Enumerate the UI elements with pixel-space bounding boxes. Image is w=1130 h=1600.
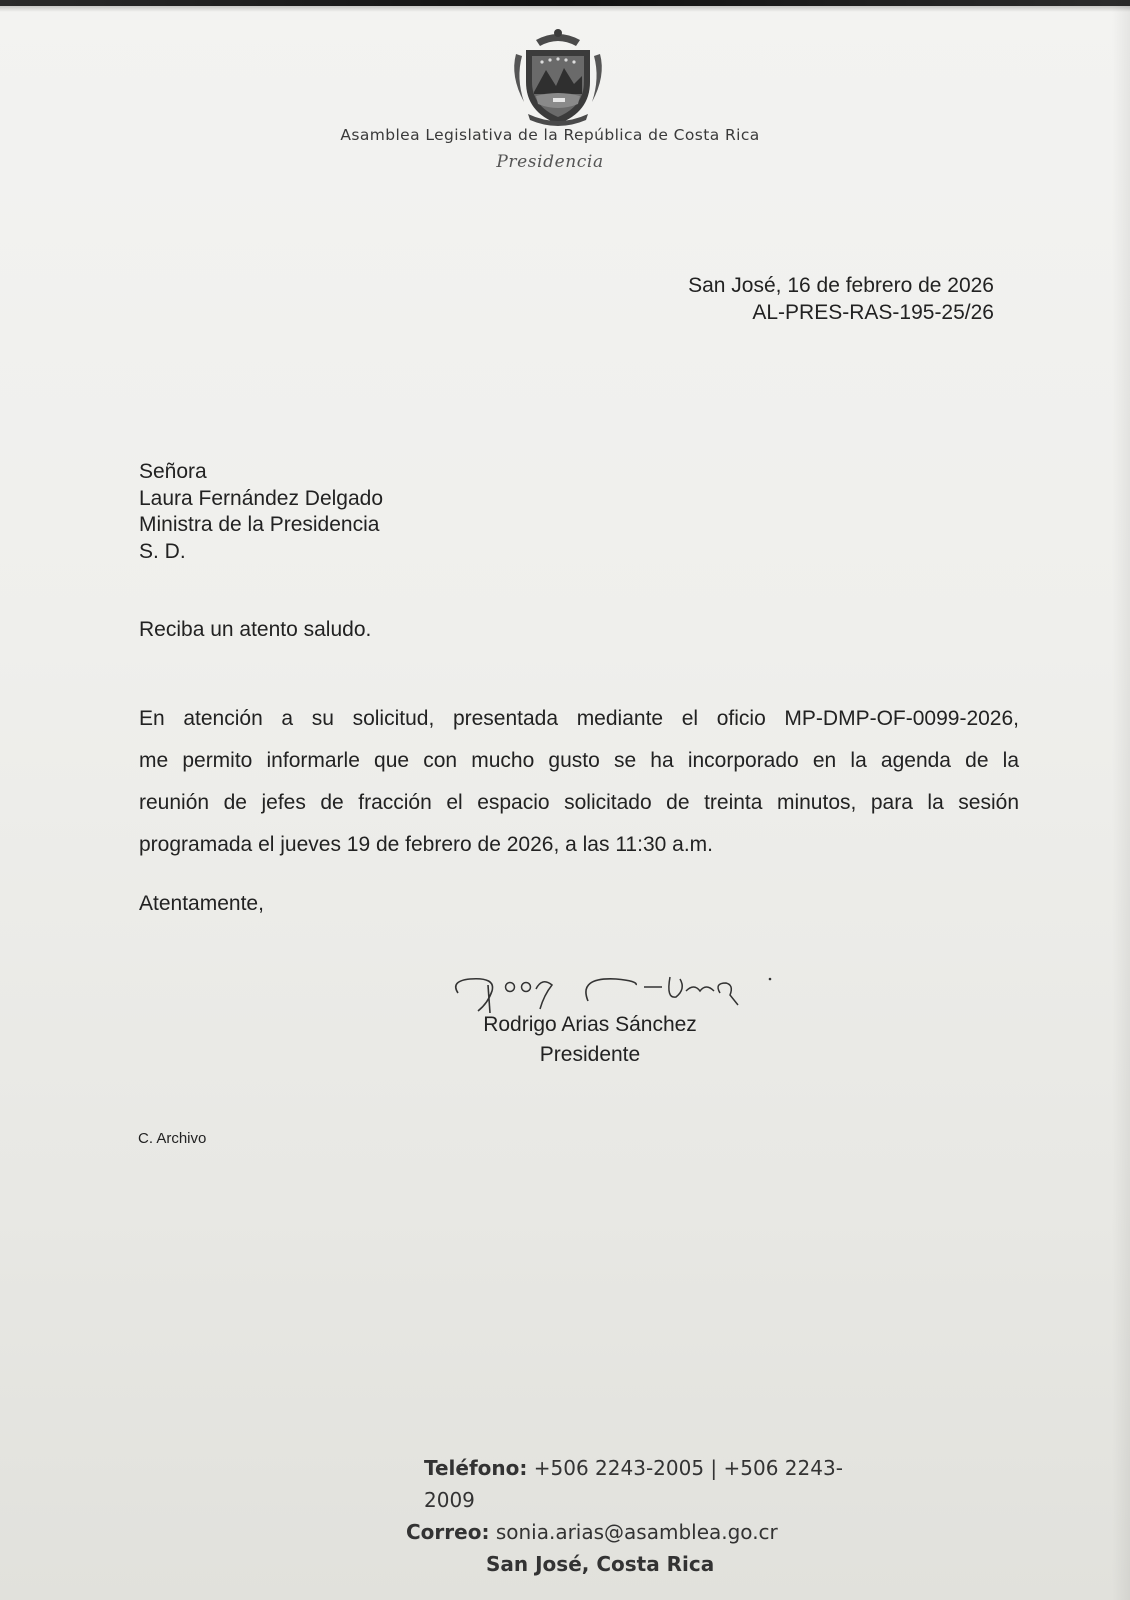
recipient-closing-abbrev: S. D. [139, 539, 186, 563]
institution-name: Asamblea Legislativa de la República de Costa Rica [340, 126, 760, 144]
letter-meta [688, 272, 994, 326]
reference-number: AL-PRES-RAS-195-25/26 [752, 301, 994, 324]
signer-title: Presidente [539, 1043, 641, 1066]
letter-body [139, 698, 1019, 866]
recipient-salutation: Señora [139, 460, 207, 483]
page-edge-shading [1112, 0, 1130, 1600]
body-line: reunión de jefes de fracción el espacio solicitado de treinta minutos, para la sesión [139, 791, 1019, 814]
body-line: me permito informarle que con mucho gusto se ha incorporado en la agenda de la [139, 749, 1019, 772]
body-line: En atención a su solicitud, presentada mediante el oficio MP-DMP-OF-0099-2026, [139, 707, 1019, 730]
signer-name: Rodrigo Arias Sánchez [483, 1013, 697, 1036]
place-date: San José, 16 de febrero de 2026 [688, 274, 994, 297]
recipient-name: Laura Fernández Delgado [139, 486, 384, 510]
office-name: Presidencia [496, 152, 604, 172]
top-edge-shadow [0, 6, 1130, 12]
letter-footer [330, 1452, 890, 1580]
coat-of-arms-icon [506, 24, 610, 128]
closing: Atentamente, [139, 892, 264, 915]
signer-block [440, 1010, 740, 1070]
footer-email [330, 1516, 890, 1548]
carbon-copy: C. Archivo [138, 1130, 207, 1147]
recipient-position: Ministra de la Presidencia [139, 513, 380, 536]
email-value: sonia.arias@asamblea.go.cr [495, 1520, 778, 1544]
recipient-block [139, 459, 383, 565]
greeting: Reciba un atento saludo. [139, 618, 372, 641]
phone-value: +506 2243-2005 | +506 2243-2009 [424, 1456, 843, 1512]
email-label: Correo: [406, 1520, 490, 1544]
body-line: programada el jueves 19 de febrero de 2026, a las 11:30 a.m. [139, 833, 713, 856]
phone-label: Teléfono: [424, 1456, 528, 1480]
footer-location: San José, Costa Rica [486, 1552, 715, 1576]
footer-phone [330, 1452, 890, 1516]
